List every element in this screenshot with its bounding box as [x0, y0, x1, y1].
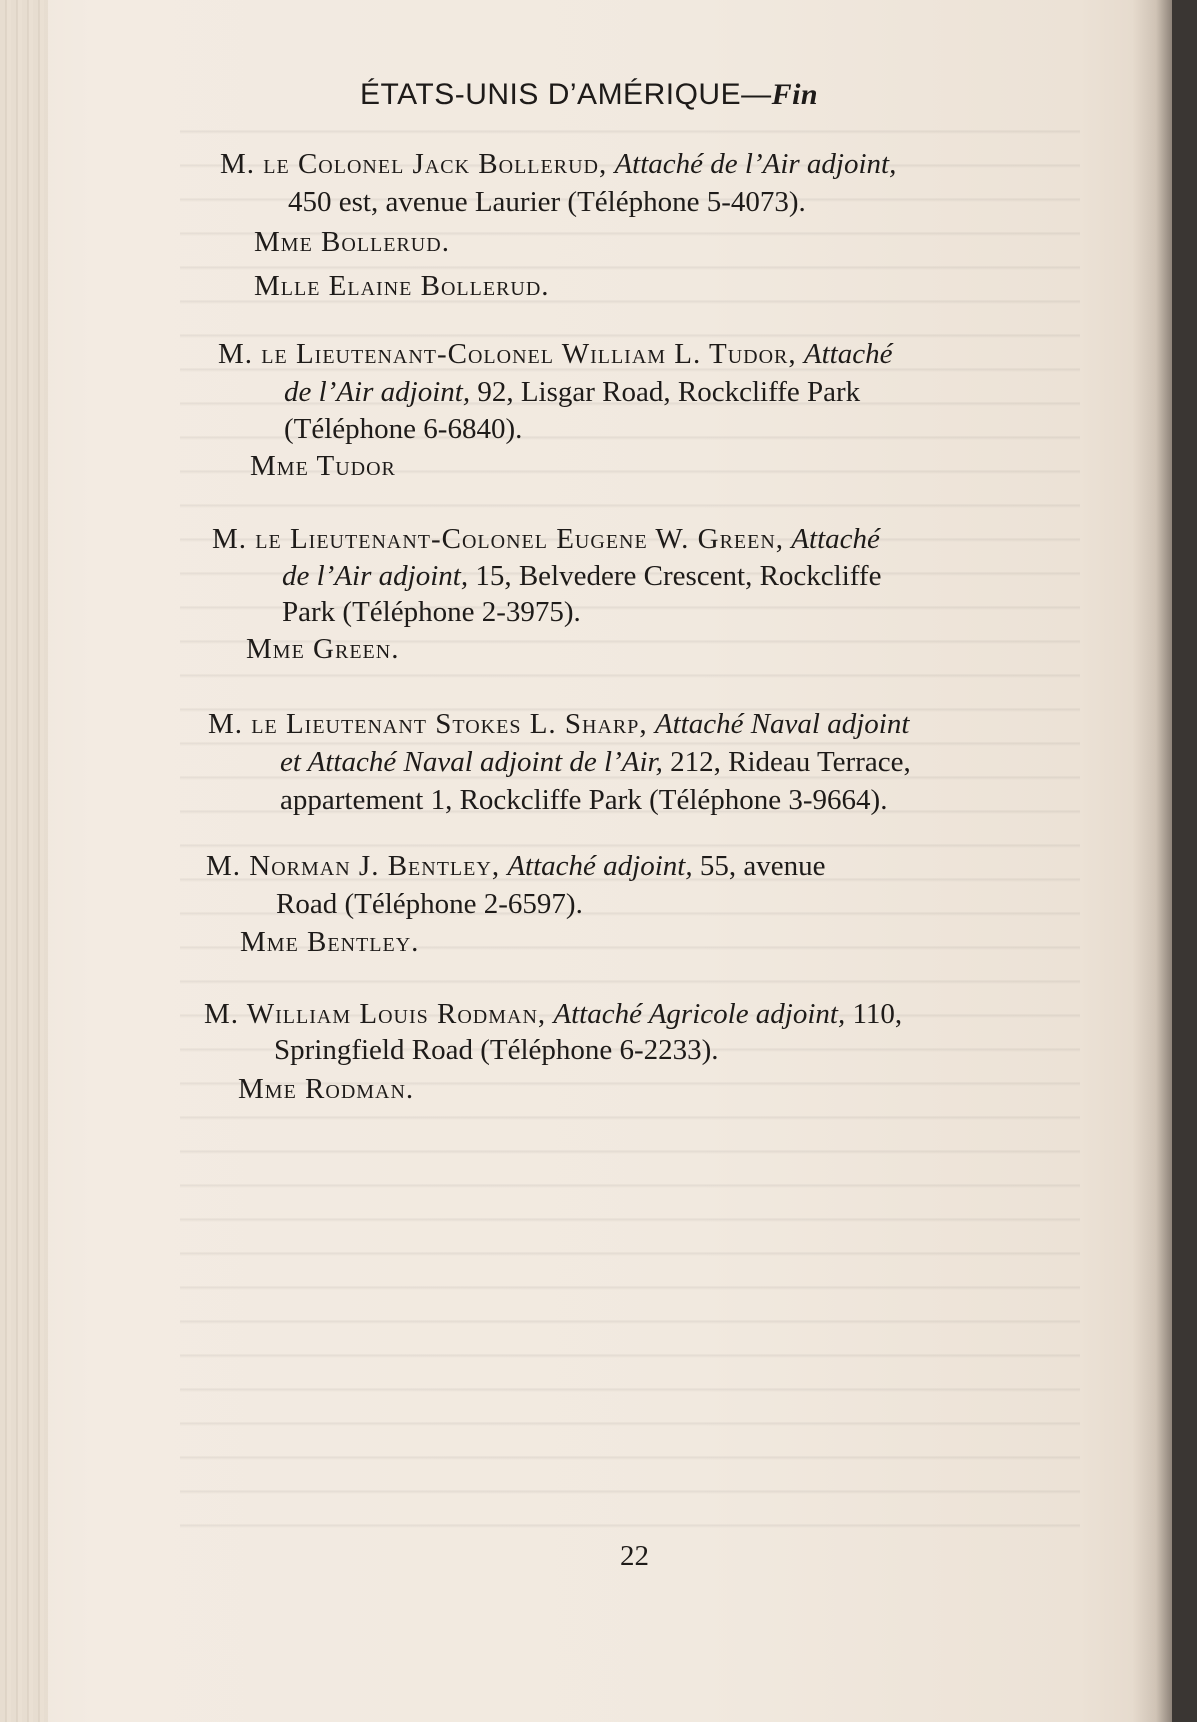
page-number: 22 — [620, 1540, 649, 1572]
entry-rodman-name: M. William Louis Rodman, — [204, 998, 547, 1030]
entry-rodman-line-2: Springfield Road (Téléphone 6-2233). — [274, 1034, 719, 1066]
entry-rodman-title: Attaché Agricole adjoint, — [553, 998, 846, 1030]
entry-tudor-line-1 — [218, 340, 892, 369]
entry-tudor-title: Attaché — [803, 338, 893, 370]
entry-tudor-spouse: Mme Tudor — [250, 450, 396, 482]
entry-sharp-title-cont: et Attaché Naval adjoint de l’Air, — [280, 746, 663, 778]
entry-bentley-line-2: Road (Téléphone 2-6597). — [276, 888, 583, 920]
entry-rodman-address: 110, — [852, 998, 903, 1030]
entry-green-line-1 — [212, 525, 880, 554]
entry-green-line-2 — [282, 562, 881, 591]
entry-green-title: Attaché — [791, 523, 880, 555]
entry-sharp-name: M. le Lieutenant Stokes L. Sharp, — [208, 708, 648, 740]
page-title — [360, 78, 818, 112]
entry-green-title-cont: de l’Air adjoint, — [282, 560, 469, 592]
entry-tudor-line-2 — [284, 378, 860, 407]
page-title-main: ÉTATS-UNIS D’AMÉRIQUE— — [360, 78, 772, 111]
entry-sharp-line-1 — [208, 710, 909, 739]
entry-green-phone: Park (Téléphone 2-3975). — [282, 596, 581, 628]
entry-bentley-line-1 — [206, 852, 825, 881]
entry-bollerud-daughter: Mlle Elaine Bollerud. — [254, 270, 550, 302]
entry-bentley-spouse: Mme Bentley. — [240, 926, 420, 958]
entry-tudor-phone: (Téléphone 6-6840). — [284, 413, 523, 445]
page-stack-edge — [0, 0, 48, 1722]
bleed-through-text — [180, 100, 1080, 1550]
entry-green-address: 15, Belvedere Crescent, Rockcliffe — [475, 560, 882, 592]
page-title-fin: Fin — [771, 78, 819, 111]
entry-sharp-phone: appartement 1, Rockcliffe Park (Téléphone 3-9664). — [280, 784, 888, 816]
entry-bentley-address: 55, avenue — [699, 850, 826, 882]
entry-rodman-line-1 — [204, 1000, 902, 1029]
spine-shadow — [1132, 0, 1172, 1722]
entry-tudor-name: M. le Lieutenant-Colonel William L. Tudor, — [218, 338, 797, 370]
entry-green-spouse: Mme Green. — [246, 633, 400, 665]
entry-tudor-address: 92, Lisgar Road, Rockcliffe Park — [477, 376, 861, 408]
entry-tudor-title-cont: de l’Air adjoint, — [284, 376, 471, 408]
entry-bollerud-spouse: Mme Bollerud. — [254, 226, 450, 258]
entry-sharp-title: Attaché Naval adjoint — [654, 708, 910, 740]
entry-bollerud-name: M. le Colonel Jack Bollerud, — [220, 148, 608, 180]
entry-bentley-title: Attaché adjoint, — [507, 850, 693, 882]
entry-bentley-name: M. Norman J. Bentley, — [206, 850, 501, 882]
entry-bollerud-line-2: 450 est, avenue Laurier (Téléphone 5-4073). — [288, 186, 806, 218]
entry-bollerud-line-1 — [220, 150, 896, 179]
entry-green-name: M. le Lieutenant-Colonel Eugene W. Green, — [212, 523, 785, 555]
entry-rodman-spouse: Mme Rodman. — [238, 1073, 415, 1105]
entry-sharp-address: 212, Rideau Terrace, — [670, 746, 911, 778]
entry-sharp-line-2 — [280, 748, 911, 777]
entry-bollerud-title: Attaché de l’Air adjoint, — [614, 148, 897, 180]
